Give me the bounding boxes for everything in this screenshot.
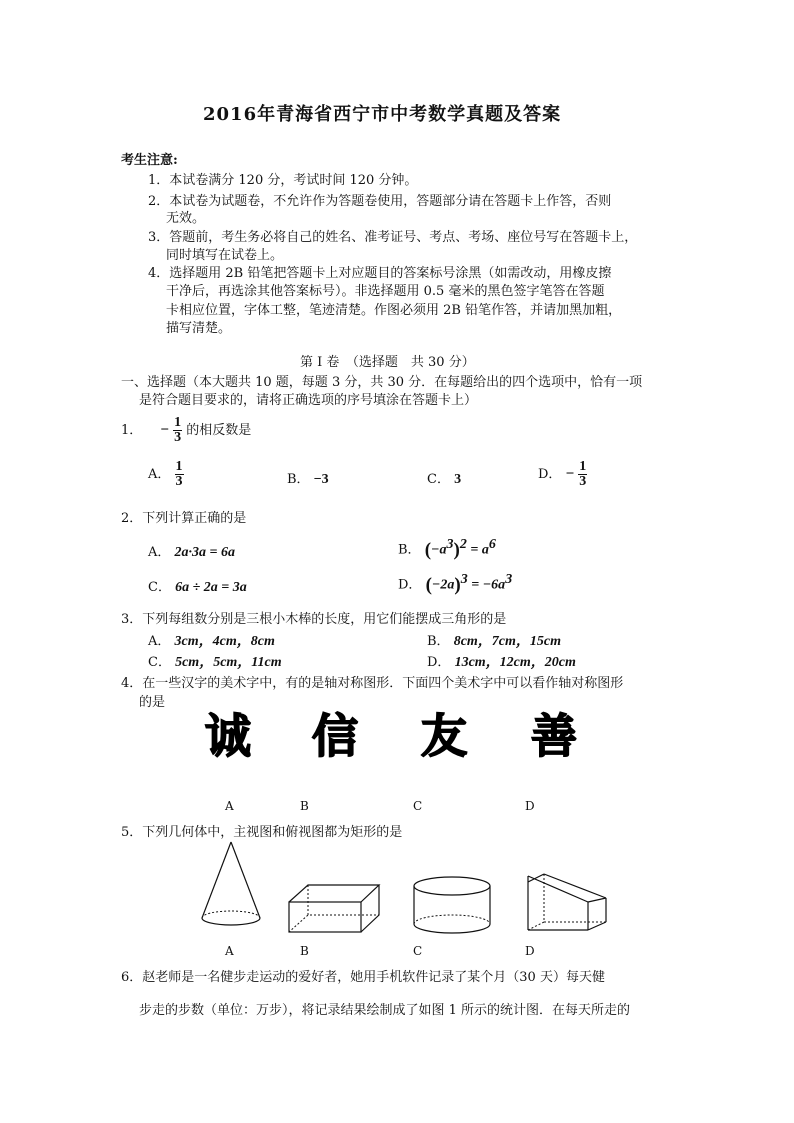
q1-option-d[interactable] (538, 460, 587, 489)
cuboid-figure[interactable] (286, 880, 382, 936)
q2-option-a[interactable] (148, 541, 235, 561)
option-label: B． (287, 472, 310, 487)
option-label: B． (427, 634, 450, 649)
option-label: D． (538, 467, 562, 482)
q3-option-d[interactable] (427, 651, 576, 671)
close-paren: ) (453, 539, 460, 561)
prism-edge (544, 874, 606, 898)
section-heading: 第 I 卷 （选择题 共 30 分） (300, 355, 475, 370)
question-5-stem: 5．下列几何体中，主视图和俯视图都为矩形的是 (121, 825, 403, 840)
prism-edge (588, 898, 606, 902)
option-label-c: C (413, 799, 423, 813)
cylinder-base-back (414, 915, 490, 924)
section-intro: 是符合题目要求的，请将正确选项的序号填涂在答题卡上） (139, 393, 478, 408)
minus-sign: − (565, 466, 575, 482)
art-character-a[interactable]: 诚 (205, 709, 251, 763)
fraction-numerator: 1 (579, 459, 587, 474)
question-number: 1． (121, 423, 143, 438)
close-paren: ) (454, 574, 461, 596)
notice-line: 干净后，再选涂其他答案标号）。非选择题用 0.5 毫米的黑色签字笔答在答题 (166, 284, 605, 299)
option-label: C． (427, 472, 450, 487)
cone-base-back (202, 911, 260, 918)
question-4-stem: 4．在一些汉字的美术字中，有的是轴对称图形．下面四个美术字中可以看作轴对称图形 (121, 676, 624, 691)
notice-line: 3．答题前，考生务必将自己的姓名、准考证号、考点、考场、座位号写在答题卡上， (148, 230, 638, 245)
cylinder-base-front (414, 924, 490, 933)
question-6-stem: 6．赵老师是一名健步走运动的爱好者，她用手机软件记录了某个月（30 天）每天健 (121, 970, 605, 985)
art-character-d[interactable]: 善 (531, 709, 577, 763)
fraction-numerator: 1 (174, 415, 182, 430)
option-value: 13cm，12cm，20cm (454, 655, 576, 670)
question-2-stem: 2．下列计算正确的是 (121, 511, 247, 526)
notice-line: 卡相应位置，字体工整，笔迹清楚。作图必须用 2B 铅笔作答，并请加黑加粗， (166, 303, 622, 318)
option-label: A． (148, 467, 171, 482)
exponent: 3 (505, 572, 513, 587)
option-expression: 2a·3a = 6a (174, 545, 236, 560)
option-value: 3 (454, 472, 462, 487)
notice-line: 2．本试卷为试题卷，不允许作为答题卷使用，答题部分请在答题卡上作答，否则 (148, 194, 612, 209)
option-label-b: B (300, 799, 309, 813)
option-label: A． (148, 545, 171, 560)
notice-line: 1．本试卷满分 120 分，考试时间 120 分钟。 (148, 173, 418, 188)
q3-option-a[interactable] (148, 630, 275, 650)
cuboid-side-face (361, 885, 379, 932)
q3-option-b[interactable] (427, 630, 561, 650)
notice-heading: 考生注意: (121, 153, 178, 168)
option-label: D． (398, 577, 422, 593)
q2-option-c[interactable] (148, 576, 247, 596)
q3-option-c[interactable] (148, 651, 282, 671)
cylinder-figure[interactable] (410, 874, 494, 938)
cuboid-hidden-edge (289, 915, 308, 932)
expression-inner: −a (431, 542, 447, 558)
page-title: 2016年青海省西宁市中考数学真题及答案 (203, 104, 562, 125)
cone-base-front (202, 918, 260, 925)
exponent: 6 (488, 537, 496, 552)
open-paren: ( (424, 539, 432, 561)
fraction-denominator: 3 (579, 474, 587, 489)
notice-line: 同时填写在试卷上。 (166, 248, 284, 263)
q2-option-b[interactable] (398, 537, 496, 561)
option-label-c: C (413, 944, 423, 958)
option-label: D． (427, 655, 451, 670)
exponent: 3 (446, 537, 454, 552)
option-label-d: D (525, 799, 535, 813)
cuboid-hidden-edges (308, 885, 379, 915)
expression-rhs: = a (466, 542, 489, 558)
option-label-a: A (225, 799, 234, 813)
cone-edge (231, 842, 260, 918)
fraction (173, 416, 182, 445)
fraction-denominator: 3 (175, 474, 183, 489)
option-label: C． (148, 580, 171, 595)
option-value: 3cm，4cm，8cm (174, 634, 275, 649)
cuboid-front-face (289, 902, 361, 932)
question-1-stem (121, 416, 251, 445)
cuboid-top-face (289, 885, 379, 902)
option-label-a: A (225, 944, 234, 958)
prism-edge (528, 874, 544, 882)
open-paren: ( (425, 574, 432, 596)
q1-option-b[interactable] (287, 468, 329, 488)
option-label: C． (148, 655, 171, 670)
art-character-c[interactable]: 友 (421, 709, 467, 763)
option-value: 8cm，7cm，15cm (453, 634, 562, 649)
exponent: 3 (460, 572, 468, 587)
q2-option-d[interactable] (398, 572, 512, 596)
fraction (578, 460, 587, 489)
exponent: 2 (459, 537, 467, 552)
fraction (175, 460, 184, 489)
prism-hidden-edges (544, 874, 606, 922)
prism-hidden-edge (528, 922, 544, 930)
option-label-d: D (525, 944, 535, 958)
notice-line: 无效。 (166, 211, 206, 226)
prism-edge (588, 922, 606, 930)
option-label: A． (148, 634, 171, 649)
cone-figure[interactable] (195, 838, 267, 938)
art-character-b[interactable]: 信 (312, 709, 358, 763)
question-text: 的相反数是 (186, 423, 252, 438)
prism-figure[interactable] (524, 872, 610, 936)
expression-rhs: = −6a (467, 577, 506, 593)
q1-option-a[interactable] (148, 460, 184, 489)
question-3-stem: 3．下列每组数分别是三根小木棒的长度，用它们能摆成三角形的是 (121, 612, 507, 627)
option-label: B． (398, 542, 421, 558)
cylinder-top (414, 877, 490, 895)
option-expression: 6a ÷ 2a = 3a (175, 580, 247, 595)
notice-line: 4．选择题用 2B 铅笔把答题卡上对应题目的答案标号涂黑（如需改动，用橡皮擦 (148, 266, 612, 281)
option-label-b: B (300, 944, 309, 958)
fraction-denominator: 3 (174, 430, 182, 445)
option-value: −3 (313, 472, 329, 487)
cone-edge (202, 842, 231, 918)
option-value: 5cm，5cm，11cm (175, 655, 282, 670)
fraction-numerator: 1 (175, 459, 183, 474)
notice-line: 描写清楚。 (166, 321, 232, 336)
section-intro: 一、选择题（本大题共 10 题，每题 3 分，共 30 分．在每题给出的四个选项中，恰有一项 (121, 375, 643, 390)
expression-inner: −2a (431, 577, 455, 593)
minus-sign: − (160, 422, 169, 438)
question-4-stem: 的是 (139, 695, 166, 710)
q1-option-c[interactable] (427, 468, 461, 488)
question-6-stem: 步走的步数（单位：万步），将记录结果绘制成了如图 1 所示的统计图．在每天所走的 (139, 1003, 631, 1018)
